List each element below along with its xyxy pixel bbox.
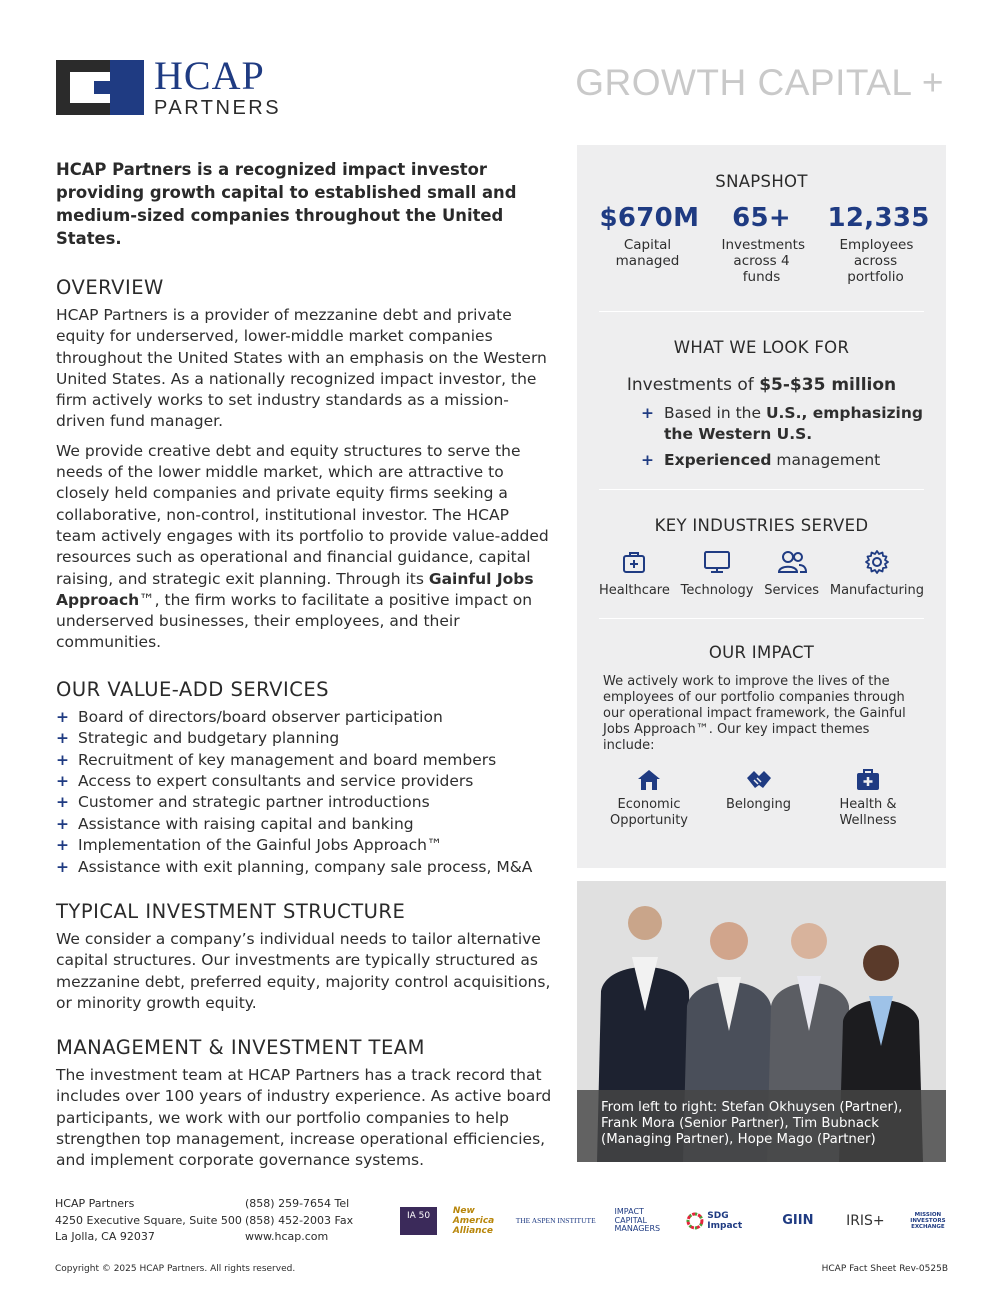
tagline: GROWTH CAPITAL + [575, 62, 944, 103]
partner-label: MISSION INVESTORS EXCHANGE [910, 1212, 946, 1230]
look-post: management [771, 451, 881, 469]
stat-label: Employees across portfolio [839, 237, 914, 285]
footer-contact [245, 1196, 353, 1246]
list-item [56, 750, 554, 771]
plus-icon: + [641, 451, 654, 469]
service-text: Access to expert consultants and service providers [78, 771, 474, 790]
aspen-institute-logo [513, 1216, 599, 1226]
list-item [56, 835, 554, 856]
team-photo [577, 881, 946, 1162]
stat-investments [714, 203, 810, 285]
snapshot-stats [577, 203, 946, 285]
impact-heading: OUR IMPACT [708, 643, 815, 662]
look-bold: U.S., emphasizing the Western U.S. [664, 404, 924, 443]
plus-icon: + [56, 729, 69, 748]
partner-label: IA 50 [406, 1211, 431, 1221]
info-panel [577, 145, 946, 868]
plus-icon: + [56, 814, 69, 833]
left-column [56, 158, 554, 1180]
industry-services [764, 549, 819, 598]
stat-value: 12,335 [827, 203, 930, 233]
impact-capital-managers-logo [615, 1208, 671, 1234]
stat-employees [827, 203, 930, 285]
impact-text: We actively work to improve the lives of the employees of our portfolio companies through our operational impact framework, the Gainful Jobs Approach™. Our key impact themes include: [603, 674, 906, 753]
footer-fax: (858) 452-2003 Fax [245, 1213, 354, 1227]
overview-paragraph-1: HCAP Partners is a provider of mezzanine debt and private equity for underserved, lower-middle market companies throughout the United States with an emphasis on the Western United States. As a nationally recognized impact investor, the firm actively works to set industry standards as a mission-driven fund manager. [56, 306, 547, 431]
mission-investors-exchange-logo [908, 1212, 948, 1230]
service-text: Recruitment of key management and board members [78, 750, 497, 769]
look-pre: Based in the [664, 404, 766, 422]
intro-text: HCAP Partners is a recognized impact investor providing growth capital to established small and medium-sized companies throughout the United States. [56, 160, 517, 248]
industry-label: Manufacturing [829, 583, 924, 598]
service-text: Implementation of the Gainful Jobs Approach™ [78, 836, 443, 855]
theme-label: Economic Opportunity [609, 797, 688, 828]
stat-label: Investments across 4 funds [721, 237, 805, 285]
plus-icon: + [56, 771, 69, 790]
stat-value: $670M [599, 203, 700, 233]
services-heading: OUR VALUE-ADD SERVICES [56, 677, 330, 701]
divider [599, 618, 924, 619]
service-text: Assistance with raising capital and banking [78, 814, 414, 833]
team-text: The investment team at HCAP Partners has a track record that includes over 100 years of industry experience. As active board participants, we work with our portfolio companies to help strengthen top management, increase operational efficiencies, and implement corporate governance systems. [56, 1066, 552, 1170]
range-prefix: Investments of [626, 375, 760, 395]
divider [599, 311, 924, 312]
copyright: Copyright © 2025 HCAP Partners. All rights reserved. [55, 1264, 296, 1274]
list-item [641, 450, 946, 471]
hcap-logo [56, 53, 282, 119]
plus-icon: + [56, 793, 69, 812]
service-text: Customer and strategic partner introductions [78, 793, 430, 812]
health-kit-icon [855, 768, 881, 792]
sdg-wheel-icon [686, 1212, 704, 1230]
divider [599, 489, 924, 490]
partner-label: GIIN [782, 1213, 814, 1228]
look-text [664, 450, 880, 471]
plus-icon: + [56, 707, 69, 726]
services-list [56, 707, 554, 878]
stat-label: Capital managed [615, 237, 680, 269]
industries-row [577, 549, 946, 598]
partner-label: IRIS+ [846, 1213, 885, 1229]
industry-manufacturing [830, 549, 924, 598]
service-text: Assistance with exit planning, company sale process, M&A [78, 857, 533, 876]
revision: HCAP Fact Sheet Rev-0525B [821, 1264, 948, 1274]
iris-logo [846, 1213, 892, 1229]
plus-icon: + [56, 750, 69, 769]
footer-tel: (858) 259-7654 Tel [245, 1197, 350, 1210]
footer-address [55, 1196, 242, 1246]
people-icon [777, 549, 807, 575]
team-heading: MANAGEMENT & INVESTMENT TEAM [56, 1036, 425, 1060]
look-text [664, 403, 946, 445]
stat-capital [599, 203, 700, 285]
industry-technology [681, 549, 754, 598]
look-for-heading: WHAT WE LOOK FOR [673, 338, 850, 357]
logo-name: HCAP [154, 53, 265, 98]
theme-health [818, 768, 918, 829]
plus-icon: + [56, 857, 69, 876]
gear-icon [864, 549, 890, 575]
overview-p2-a: We provide creative debt and equity structures to serve the needs of the lower middle market, which are attractive to closely held companies and private equity firms seeking a collaborative, non-control, institutional investor. The HCAP team actively engages with its portfolio to provide value-added resources such as operational and financial guidance, capital raising, and strategic exit planning. Through its [56, 441, 549, 588]
theme-label: Belonging [725, 797, 792, 812]
impact-themes [577, 768, 946, 829]
monitor-icon [703, 549, 731, 575]
structure-text: We consider a company’s individual needs to tailor alternative capital structures. Our investments are typically structured as mezzanine debt, preferred equity, majority control acquisitions, or minority growth equity. [56, 930, 551, 1012]
logo-mark-icon [56, 60, 144, 115]
medical-kit-icon [621, 549, 647, 575]
partner-label: New America Alliance [452, 1206, 495, 1236]
structure-heading: TYPICAL INVESTMENT STRUCTURE [56, 900, 406, 923]
sdg-impact-logo [686, 1211, 766, 1231]
list-item [56, 792, 554, 813]
giin-logo [782, 1213, 830, 1228]
footer-company: HCAP Partners [55, 1197, 135, 1210]
range-value: $5-$35 million [759, 375, 897, 395]
photo-caption: From left to right: Stefan Okhuysen (Partner), Frank Mora (Senior Partner), Tim Bubnack (Managing Partner), Hope Mago (Partner) [577, 1090, 946, 1162]
industry-label: Services [764, 583, 820, 598]
plus-icon: + [56, 836, 69, 855]
theme-label: Health & Wellness [839, 797, 897, 828]
look-bold: Experienced [664, 451, 772, 469]
partner-label: THE ASPEN INSTITUTE [515, 1216, 596, 1225]
list-item [641, 403, 946, 445]
trademark: ™ [139, 590, 155, 609]
industry-label: Technology [680, 583, 754, 598]
new-america-alliance-logo [453, 1206, 497, 1236]
footer-address-2: La Jolla, CA 92037 [55, 1230, 155, 1243]
logo-sub: PARTNERS [154, 97, 282, 119]
house-icon [636, 768, 662, 792]
industry-label: Healthcare [599, 583, 670, 598]
ia50-logo [400, 1207, 437, 1235]
theme-economic [599, 768, 699, 829]
partner-label: IMPACT CAPITAL MANAGERS [614, 1207, 661, 1234]
theme-belonging [709, 768, 809, 829]
overview-paragraph-2 [56, 441, 554, 654]
gainful-jobs-bold: Gainful Jobs Approach [56, 569, 534, 609]
snapshot-heading: SNAPSHOT [715, 172, 808, 191]
list-item [56, 857, 554, 878]
service-text: Strategic and budgetary planning [78, 729, 340, 748]
industries-heading: KEY INDUSTRIES SERVED [654, 516, 869, 535]
partner-logos [400, 1200, 948, 1242]
partner-label: SDG Impact [707, 1211, 743, 1231]
footer-address-1: 4250 Executive Square, Suite 500 [55, 1213, 242, 1227]
stat-value: 65+ [732, 203, 791, 233]
list-item [56, 728, 554, 749]
handshake-icon [745, 768, 773, 792]
look-for-list [577, 403, 946, 471]
list-item [56, 814, 554, 835]
overview-heading: OVERVIEW [56, 276, 164, 299]
footer-website-link[interactable]: www.hcap.com [245, 1230, 329, 1243]
service-text: Board of directors/board observer participation [78, 707, 443, 726]
plus-icon: + [641, 404, 654, 422]
list-item [56, 707, 554, 728]
overview-p2-b: , the firm works to facilitate a positive impact on underserved businesses, their employees, and their communities. [56, 590, 533, 652]
investment-range [577, 375, 946, 395]
industry-healthcare [599, 549, 670, 598]
list-item [56, 771, 554, 792]
